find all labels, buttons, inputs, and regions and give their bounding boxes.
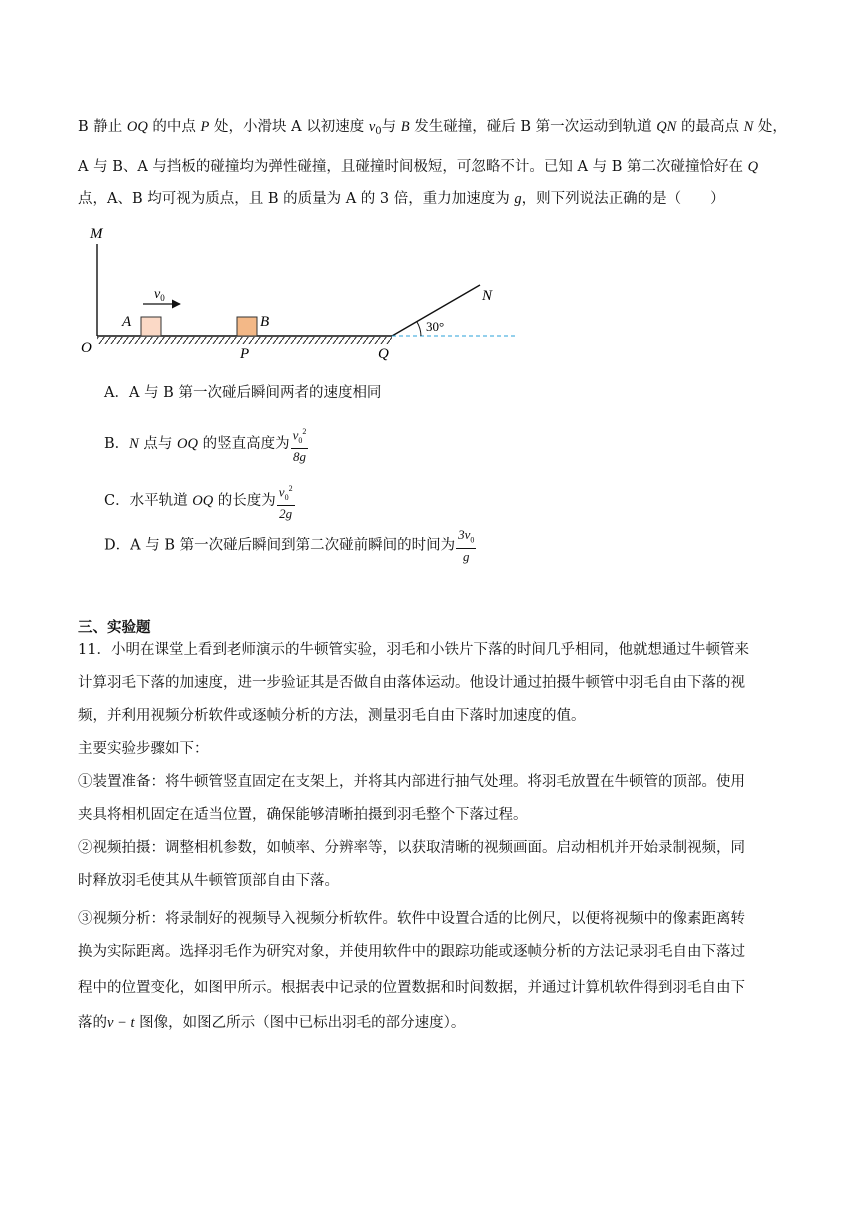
- q10-line-1: B 静止 OQ 的中点 P 处，小滑块 A 以初速度 $v_0$与 B 发生碰撞，碰后 B 第一次运动到轨道 QN 的最高点 N 处，: [78, 119, 787, 137]
- q11-step3b: 换为实际距离。选择羽毛作为研究对象，并使用软件中的跟踪功能或逐帧分析的方法记录羽毛自由下落过: [78, 944, 745, 960]
- label-q: Q: [378, 346, 389, 362]
- label-angle: 30°: [426, 319, 445, 334]
- option-b[interactable]: B．N 点与 OQ 的竖直高度为 $\frac{v_0^2}{8g}$: [104, 424, 308, 464]
- q10-figure: [78, 220, 528, 370]
- option-a[interactable]: A．A 与 B 第一次碰后瞬间两者的速度相同: [104, 385, 382, 401]
- block-b: [237, 317, 257, 336]
- q11-steps-heading: 主要实验步骤如下：: [78, 741, 209, 757]
- q11-step2a: ②视频拍摄：调整相机参数，如帧率、分辨率等，以获取清晰的视频画面。启动相机并开始录制视频，同: [78, 840, 745, 856]
- q11-step2b: 时释放羽毛使其从牛顿管顶部自由下落。: [78, 873, 339, 889]
- section-heading: 三、实验题: [78, 619, 151, 636]
- q11-step3c: 程中的位置变化，如图甲所示。根据表中记录的位置数据和时间数据，并通过计算机软件得到羽毛自由下: [78, 980, 745, 996]
- fraction-v0sq-2g: $\frac{v_0^2}{2g}$: [277, 481, 295, 521]
- label-v0: $v_0$: [154, 287, 165, 303]
- label-o: O: [81, 340, 92, 356]
- option-c[interactable]: C．水平轨道 OQ 的长度为 $\frac{v_0^2}{2g}$: [104, 481, 295, 521]
- q11-para-1c: 频，并利用视频分析软件或逐帧分析的方法，测量羽毛自由下落时加速度的值。: [78, 708, 586, 724]
- label-n: N: [482, 288, 493, 304]
- q10-line-3: 点，A、B 均可视为质点，且 B 的质量为 A 的 3 倍，重力加速度为 g，则下列说法正确的是（ ）: [78, 191, 725, 207]
- q11-para-1a: 11．小明在课堂上看到老师演示的牛顿管实验，羽毛和小铁片下落的时间几乎相同，他就想通过牛顿管来: [78, 642, 749, 658]
- label-a: A: [122, 314, 132, 330]
- block-a: [141, 317, 161, 336]
- q10-line-2: A 与 B、A 与挡板的碰撞均为弹性碰撞，且碰撞时间极短，可忽略不计。已知 A 与 B 第二次碰撞恰好在 Q: [78, 159, 759, 175]
- ground-hatching: [97, 337, 392, 344]
- angle-arc: [417, 322, 421, 336]
- q11-step3a: ③视频分析：将录制好的视频导入视频分析软件。软件中设置合适的比例尺，以便将视频中的像素距离转: [78, 911, 745, 927]
- q11-step1a: ①装置准备：将牛顿管竖直固定在支架上，并将其内部进行抽气处理。将羽毛放置在牛顿管的顶部。使用: [78, 774, 745, 790]
- label-m: M: [90, 226, 103, 242]
- option-d[interactable]: D．A 与 B 第一次碰后瞬间到第二次碰前瞬间的时间为 $\frac{3v_0}{g}$: [104, 527, 475, 564]
- q11-para-1b: 计算羽毛下落的加速度，进一步验证其是否做自由落体运动。他设计通过拍摄牛顿管中羽毛自由下落的视: [78, 675, 745, 691]
- q11-step3d: 落的v − t 图像，如图乙所示（图中已标出羽毛的部分速度）。: [78, 1015, 466, 1031]
- label-b: B: [260, 314, 270, 330]
- fraction-v0sq-8g: $\frac{v_0^2}{8g}$: [291, 424, 309, 464]
- fraction-3v0-g: $\frac{3v_0}{g}$: [458, 527, 475, 564]
- q11-step1b: 夹具将相机固定在适当位置，确保能够清晰拍摄到羽毛整个下落过程。: [78, 807, 528, 823]
- label-p: P: [240, 346, 250, 362]
